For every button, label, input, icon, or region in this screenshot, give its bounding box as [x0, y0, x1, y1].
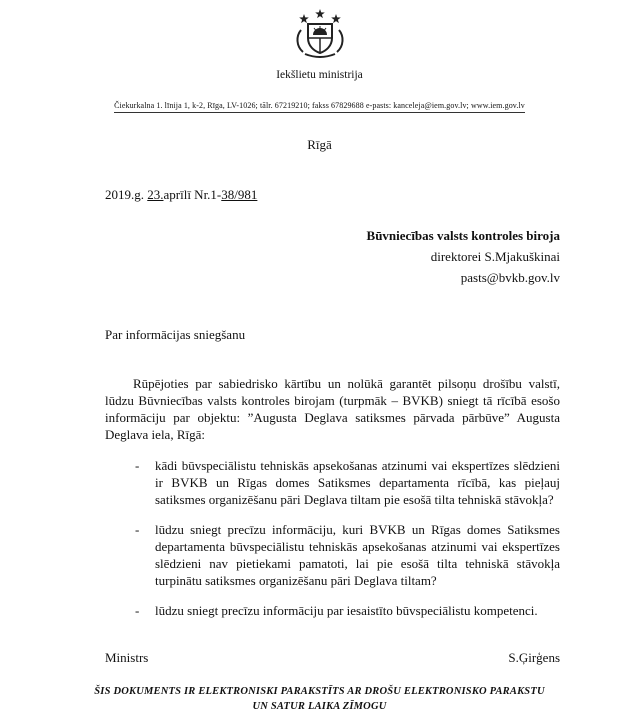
list-item: [135, 602, 560, 619]
doc-number: 38/981: [221, 187, 258, 202]
recipient-organization: Būvniecības valsts kontroles biroja: [366, 228, 560, 243]
recipient-email: pasts@bvkb.gov.lv: [460, 270, 560, 285]
date-day: 23.: [147, 187, 164, 202]
footer-line-1: ŠIS DOKUMENTS IR ELEKTRONISKI PARAKSTĪTS AR DROŠU ELEKTRONISKO PARAKSTU: [94, 686, 545, 697]
recipient-block: [105, 225, 560, 288]
recipient-person: direktorei S.Mjakuškinai: [430, 249, 560, 264]
address-text: Čiekurkalna 1. līnija 1, k-2, Rīga, LV-1026; tālr. 67219210; fakss 67829688 e-pasts: kanceleja@iem.gov.lv; www.iem.gov.lv: [114, 101, 525, 113]
dash-marker: -: [135, 458, 140, 473]
footer-note: [0, 684, 639, 714]
date-line: [105, 186, 560, 203]
coat-of-arms-icon: [291, 8, 349, 60]
ministry-name: Iekšlietu ministrija: [276, 69, 363, 81]
dash-marker: -: [135, 522, 140, 537]
subject-line: Par informācijas sniegšanu: [105, 327, 246, 342]
footer-line-2: UN SATUR LAIKA ZĪMOGU: [252, 701, 387, 712]
letterhead-address: [0, 101, 639, 113]
list-item: [135, 457, 560, 508]
date-prefix: 2019.g.: [105, 187, 148, 202]
city-label: Rīgā: [307, 137, 332, 152]
list-item-text: lūdzu sniegt precīzu informāciju par iesaistīto būvspeciālistu kompetenci.: [155, 603, 538, 618]
signature-name: S.Ģirģens: [508, 650, 560, 665]
dash-marker: -: [135, 603, 140, 618]
signature-row: [105, 649, 560, 666]
date-mid: aprīlī Nr.1-: [163, 187, 222, 202]
letter-body: [105, 186, 560, 666]
list-item-text: kādi būvspeciālistu tehniskās apsekošanas atzinumi vai ekspertīzes slēdzieni ir BVKB un Rīgas domes Satiksmes departamenta rīcībā, kas pieļauj satiksmes organizēšanu pāri Deglava tiltam pie esošā tilta tehniskā stāvokļa?: [155, 458, 560, 507]
signature-title: Ministrs: [105, 650, 149, 665]
list-item-text: lūdzu sniegt precīzu informāciju, kuri BVKB un Rīgas domes Satiksmes departamenta būvspeciālistu tehniskās apsekošanas atzinumi vai ekspertīzes slēdzieni nav pietiekami pamatoti, lai pie esošā tilta tehniskā stāvokļa turpinātu satiksmes organizēšanu pāri Deglava tiltam?: [155, 522, 560, 588]
letterhead: [0, 0, 639, 81]
list-item: [135, 521, 560, 589]
body-paragraph: Rūpējoties par sabiedrisko kārtību un nolūkā garantēt pilsoņu drošību valstī, lūdzu Būvniecības valsts kontroles birojam (turpmāk – BVKB) sniegt tā rīcībā esošo informāciju par objektu: ”Augusta Deglava satiksmes pārvada pārbūve” Augusta Deglava iela, Rīgā:: [105, 376, 560, 442]
request-list: [105, 457, 560, 619]
